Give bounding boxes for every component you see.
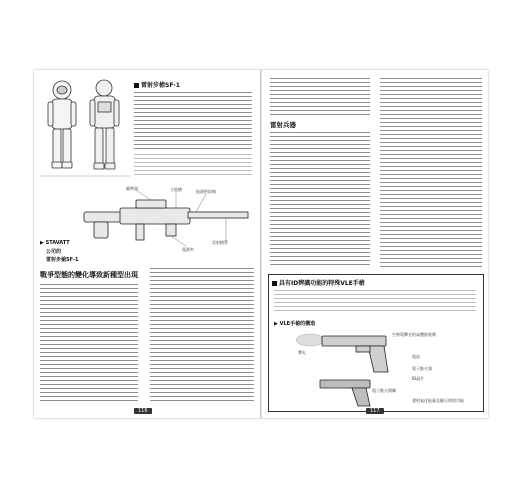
vle-box-title [272, 278, 365, 287]
right-right-column-text [380, 78, 482, 268]
book-spread [34, 70, 488, 418]
right-column-text [150, 268, 254, 404]
vle-label-switch: 電子點火開關 [372, 388, 396, 393]
right-left-column-text [270, 132, 370, 268]
bullet-icon [134, 83, 139, 88]
vle-figure-title-text: VLE手槍的構造 [279, 321, 316, 327]
gun-label-power-clip: 電源夾 [182, 247, 194, 252]
vle-label-igniter: 電子點火器 [412, 366, 432, 371]
section-title-text: 雷射步槍SF-1 [141, 82, 180, 89]
vle-box-text [274, 290, 476, 312]
page-number-right: 117 [366, 408, 384, 414]
vle-label-gas: 生物電擊光的氣體推進劑 [392, 332, 436, 337]
chapter-heading: 戰爭型態的變化導致新種型出現 [40, 271, 138, 279]
laser-rifle-illustration [76, 182, 256, 254]
gun-label-sight: 瞄準器 [126, 186, 138, 191]
vle-label-emit: 發射氣化能量及顯示辨別功能 [412, 398, 464, 403]
gun-caption-title-text: STAVATT [45, 240, 70, 246]
gun-caption-sub2: 雷射步槍SF-1 [46, 257, 79, 263]
vle-box-title-text: 具有ID辨識功能的特殊VLE手槍 [279, 280, 365, 287]
vle-pistol-illustration [292, 328, 412, 408]
vle-figure-title: ▶ VLE手槍的構造 [274, 321, 316, 327]
vle-label-id-chip: ID晶片 [412, 376, 425, 381]
sf1-body-text [134, 92, 252, 150]
left-page [34, 70, 260, 418]
bullet-icon [272, 281, 277, 286]
sf1-body-text-2 [134, 154, 252, 176]
astronaut-illustration [40, 76, 130, 186]
vle-label-bullet: 彈丸 [298, 350, 306, 355]
gun-label-main-tank: 主能槽 [170, 187, 182, 192]
gun-label-barrel: 雷射槍管 [212, 240, 228, 245]
section-title-sf1 [134, 80, 180, 89]
left-column-text [40, 284, 138, 404]
right-page [262, 70, 488, 418]
gun-caption-sub1: 公司的 [46, 249, 62, 255]
gun-label-power-line: 能源供給線 [196, 189, 216, 194]
right-top-left-text [270, 78, 370, 116]
vle-label-battery: 電池 [412, 354, 420, 359]
page-number-left: 116 [134, 408, 152, 414]
gun-caption-title: ▶ STAVATT [40, 240, 70, 246]
section-title-laser-weapons: 雷射兵器 [270, 121, 296, 129]
